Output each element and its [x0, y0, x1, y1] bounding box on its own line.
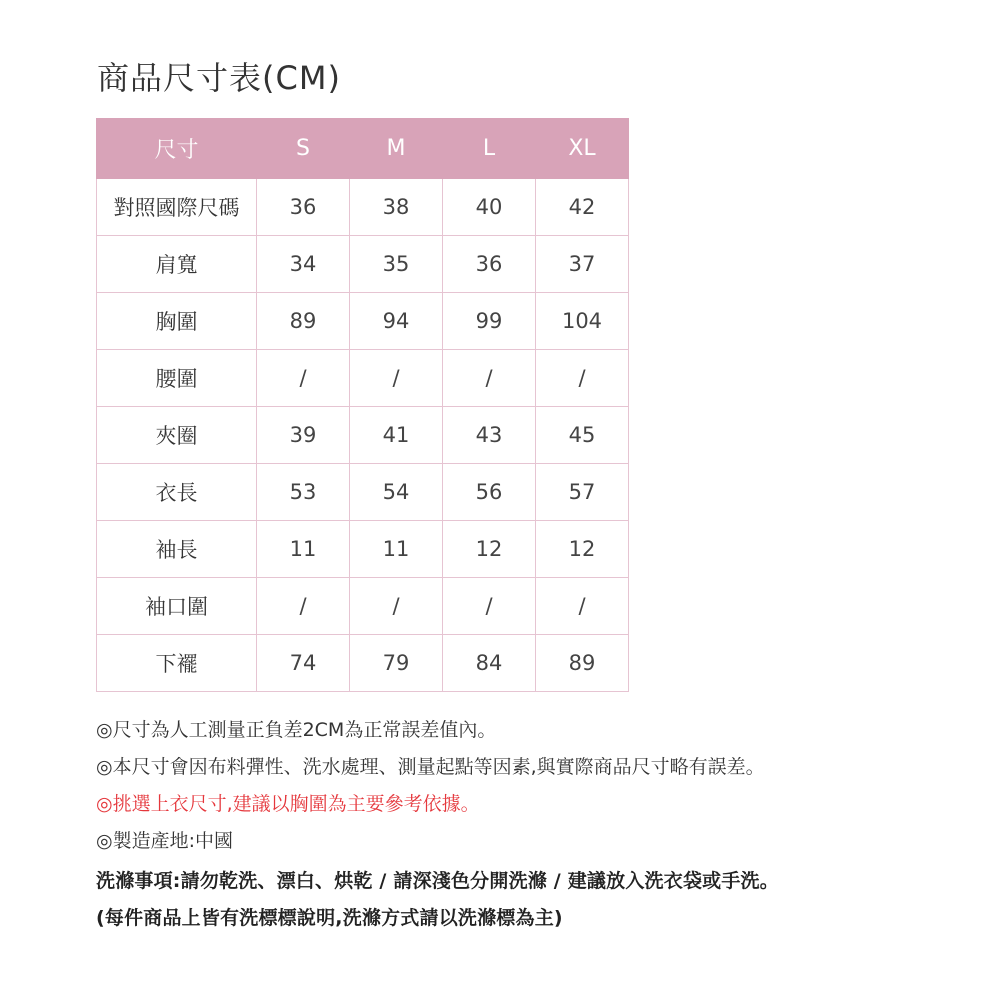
table-row	[97, 521, 629, 578]
row-label: 下襬	[97, 635, 257, 692]
table-cell: 74	[257, 635, 350, 692]
table-cell: 79	[350, 635, 443, 692]
row-label: 肩寬	[97, 236, 257, 293]
table-row	[97, 407, 629, 464]
header-size-l: L	[443, 119, 536, 179]
table-cell: 11	[257, 521, 350, 578]
table-cell: /	[257, 350, 350, 407]
table-cell: 39	[257, 407, 350, 464]
table-cell: 53	[257, 464, 350, 521]
table-cell: 36	[443, 236, 536, 293]
table-cell: 12	[536, 521, 629, 578]
table-cell: 11	[350, 521, 443, 578]
notes-section	[96, 712, 976, 937]
table-cell: 38	[350, 179, 443, 236]
wash-label-note: (每件商品上皆有洗標標說明,洗滌方式請以洗滌標為主)	[96, 907, 563, 929]
note-fabric-variance: ◎本尺寸會因布料彈性、洗水處理、測量起點等因素,與實際商品尺寸略有誤差。	[96, 756, 765, 778]
header-size-xl: XL	[536, 119, 629, 179]
row-label: 腰圍	[97, 350, 257, 407]
table-cell: /	[536, 578, 629, 635]
table-cell: /	[257, 578, 350, 635]
table-cell: 45	[536, 407, 629, 464]
note-measurement-error: ◎尺寸為人工測量正負差2CM為正常誤差值內。	[96, 719, 497, 741]
page-title: 商品尺寸表(CM)	[97, 59, 341, 97]
table-row	[97, 578, 629, 635]
table-row	[97, 236, 629, 293]
table-row	[97, 350, 629, 407]
table-cell: 36	[257, 179, 350, 236]
row-label: 衣長	[97, 464, 257, 521]
table-cell: 34	[257, 236, 350, 293]
row-label: 胸圍	[97, 293, 257, 350]
row-label: 對照國際尺碼	[97, 179, 257, 236]
note-origin: ◎製造產地:中國	[96, 830, 233, 852]
row-label: 袖長	[97, 521, 257, 578]
table-cell: /	[443, 578, 536, 635]
table-cell: 57	[536, 464, 629, 521]
table-cell: /	[350, 578, 443, 635]
note-size-selection-tip: ◎挑選上衣尺寸,建議以胸圍為主要參考依據。	[96, 793, 480, 815]
table-cell: 89	[257, 293, 350, 350]
table-cell: 104	[536, 293, 629, 350]
table-cell: /	[350, 350, 443, 407]
table-cell: 99	[443, 293, 536, 350]
table-cell: 42	[536, 179, 629, 236]
table-row	[97, 635, 629, 692]
size-table	[96, 118, 629, 692]
table-cell: 56	[443, 464, 536, 521]
table-cell: 54	[350, 464, 443, 521]
table-cell: 43	[443, 407, 536, 464]
header-size-m: M	[350, 119, 443, 179]
table-cell: 37	[536, 236, 629, 293]
table-row	[97, 293, 629, 350]
table-header-row	[97, 119, 629, 179]
table-cell: 35	[350, 236, 443, 293]
table-row	[97, 179, 629, 236]
row-label: 袖口圍	[97, 578, 257, 635]
header-size-s: S	[257, 119, 350, 179]
table-cell: 89	[536, 635, 629, 692]
table-cell: 84	[443, 635, 536, 692]
table-cell: /	[536, 350, 629, 407]
table-body	[97, 179, 629, 692]
table-cell: /	[443, 350, 536, 407]
table-cell: 41	[350, 407, 443, 464]
wash-instructions: 洗滌事項:請勿乾洗、漂白、烘乾 / 請深淺色分開洗滌 / 建議放入洗衣袋或手洗。	[96, 870, 779, 892]
header-size-label: 尺寸	[97, 119, 257, 179]
table-cell: 40	[443, 179, 536, 236]
table-cell: 94	[350, 293, 443, 350]
table-row	[97, 464, 629, 521]
row-label: 夾圈	[97, 407, 257, 464]
table-cell: 12	[443, 521, 536, 578]
